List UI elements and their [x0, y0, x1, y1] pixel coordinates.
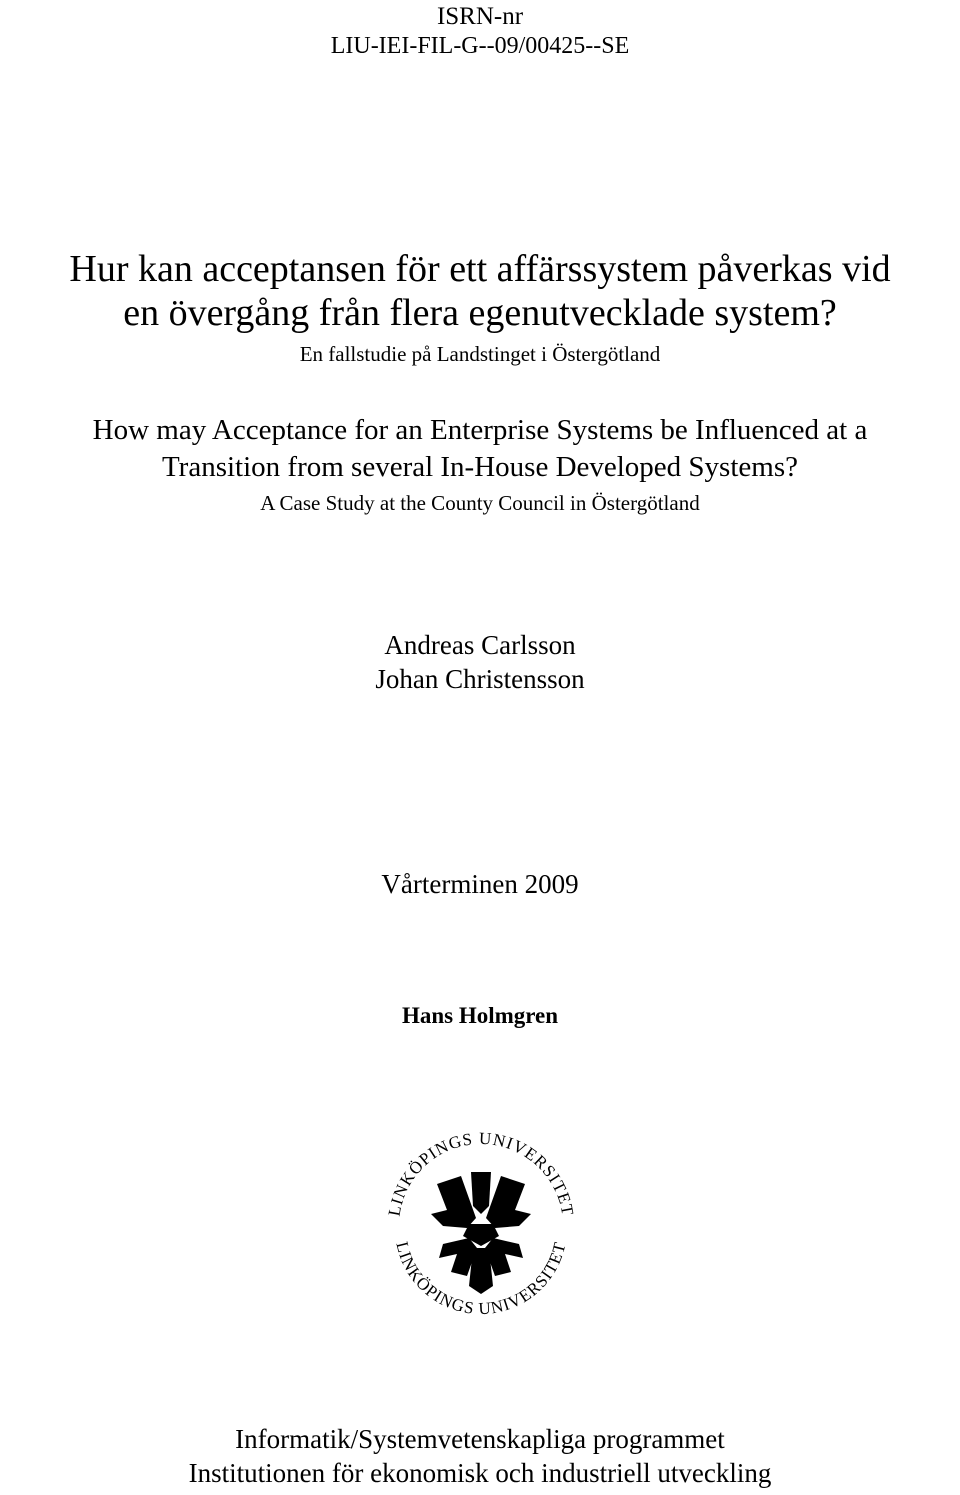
- seal-text-bottom: LINKÖPINGS UNIVERSITET: [392, 1239, 570, 1319]
- institute-name: Institutionen för ekonomisk och industriell utveckling: [188, 1458, 772, 1488]
- program-name: Informatik/Systemvetenskapliga programmet: [235, 1424, 725, 1454]
- seal-text-top: LINKÖPINGS UNIVERSITET: [384, 1128, 578, 1218]
- swedish-title-line-1: Hur kan acceptansen för ett affärssystem påverkas vid: [69, 248, 891, 290]
- supervisor-name: Hans Holmgren: [401, 1003, 559, 1028]
- linkoping-university-seal-icon: [381, 1126, 581, 1326]
- english-title-line-2: Transition from several In-House Developed Systems?: [161, 451, 798, 483]
- swedish-subtitle: En fallstudie på Landstinget i Östergötland: [299, 342, 661, 366]
- isrn-code: LIU-IEI-FIL-G--09/00425--SE: [330, 33, 630, 59]
- seal-emblem: [431, 1172, 531, 1294]
- isrn-label: ISRN-nr: [436, 3, 524, 30]
- english-subtitle: A Case Study at the County Council in Östergötland: [260, 491, 700, 515]
- author-name: Johan Christensson: [375, 664, 585, 694]
- english-title-line-1: How may Acceptance for an Enterprise Systems be Influenced at a: [92, 414, 868, 446]
- author-name: Andreas Carlsson: [384, 630, 576, 660]
- swedish-title-line-2: en övergång från flera egenutvecklade system?: [123, 292, 837, 334]
- term-label: Vårterminen 2009: [381, 869, 579, 899]
